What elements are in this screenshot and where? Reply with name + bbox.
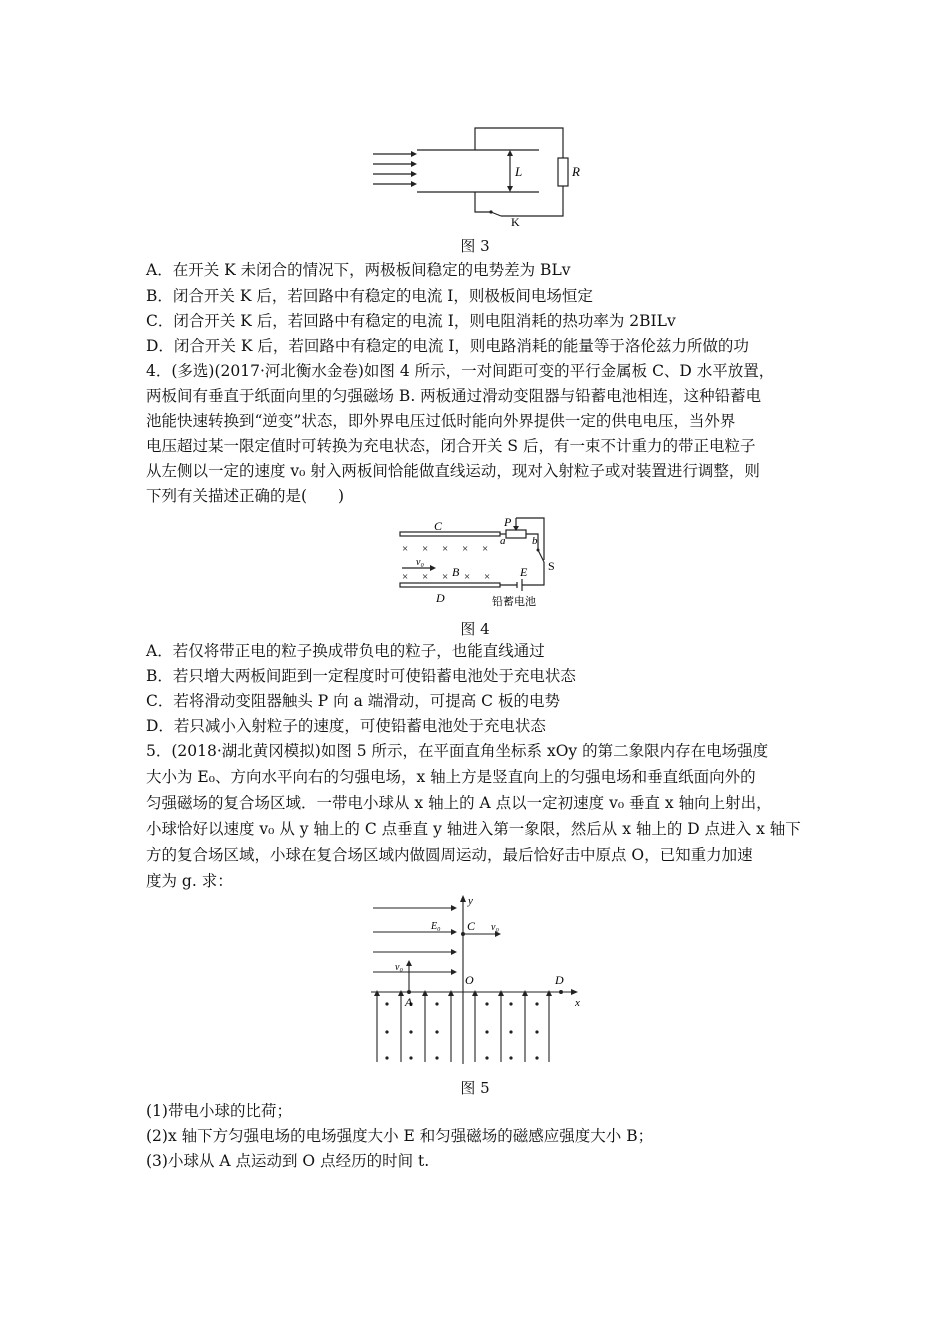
field-cross: × — [422, 571, 429, 583]
q4-option-d: D．若只减小入射粒子的速度，可使铅蓄电池处于充电状态 — [146, 717, 546, 735]
field-cross: × — [462, 543, 469, 555]
q5-stem-line-3: 匀强磁场的复合场区域．一带电小球从 x 轴上的 A 点以一定初速度 v₀ 垂直 x 轴向上射出， — [146, 794, 772, 812]
fig4-label-b: b — [532, 535, 538, 547]
q5-stem-line-5: 方的复合场区域，小球在复合场区域内做圆周运动，最后恰好击中原点 O，已知重力加速 — [146, 846, 753, 864]
figure-3-diagram — [365, 120, 595, 230]
fig5-label-C: C — [467, 919, 476, 933]
q4-stem-line-5: 从左侧以一定的速度 v₀ 射入两板间恰能做直线运动，现对入射粒子或对装置进行调整，则 — [146, 462, 760, 480]
field-cross: × — [442, 543, 449, 555]
fig5-label-y: y — [468, 895, 473, 907]
q5-stem-line-6: 度为 g. 求： — [146, 872, 233, 890]
fig4-label-battery: 铅蓄电池 — [492, 596, 536, 608]
figure-3-caption: 图 3 — [460, 237, 490, 255]
fig4-label-D: D — [436, 591, 445, 605]
field-cross: × — [402, 571, 409, 583]
figure-5-caption: 图 5 — [460, 1079, 490, 1097]
field-cross: × — [482, 543, 489, 555]
figure-4-caption: 图 4 — [460, 620, 490, 638]
fig4-label-v0: v₀ — [416, 557, 424, 568]
fig4-label-a: a — [500, 535, 506, 547]
figure-4-diagram — [392, 512, 562, 612]
fig4-label-S: S — [548, 559, 555, 573]
q5-subquestion-2: (2)x 轴下方匀强电场的电场强度大小 E 和匀强磁场的磁感应强度大小 B； — [146, 1127, 654, 1145]
q5-subquestion-3: (3)小球从 A 点运动到 O 点经历的时间 t. — [146, 1152, 430, 1170]
q4-option-b: B．若只增大两板间距到一定程度时可使铅蓄电池处于充电状态 — [146, 667, 576, 685]
q4-option-a: A．若仅将带正电的粒子换成带负电的粒子，也能直线通过 — [146, 642, 545, 660]
figure-5-diagram — [365, 892, 595, 1072]
fig4-label-C: C — [434, 519, 443, 533]
fig5-label-O: O — [465, 973, 474, 987]
q4-stem-line-1: 4．(多选)(2017·河北衡水金卷)如图 4 所示，一对间距可变的平行金属板 C、D 水平放置， — [146, 362, 775, 380]
fig4-label-E: E — [520, 565, 528, 579]
q4-stem-line-3: 池能快速转换到“逆变”状态，即外界电压过低时能向外界提供一定的供电电压，当外界 — [146, 412, 736, 430]
fig4-label-B: B — [452, 565, 460, 579]
fig3-label-R: R — [572, 164, 580, 179]
q4-stem-line-6: 下列有关描述正确的是( ) — [146, 487, 345, 505]
fig5-label-A: A — [405, 995, 413, 1009]
q5-stem-line-4: 小球恰好以速度 v₀ 从 y 轴上的 C 点垂直 y 轴进入第一象限，然后从 x 轴上的 D 点进入 x 轴下 — [146, 820, 801, 838]
q5-stem-line-2: 大小为 E₀、方向水平向右的匀强电场，x 轴上方是竖直向上的匀强电场和垂直纸面向外的 — [146, 768, 756, 786]
fig5-label-v0-up: v₀ — [395, 962, 403, 973]
field-cross: × — [484, 571, 491, 583]
q4-option-c: C．若将滑动变阻器触头 P 向 a 端滑动，可提高 C 板的电势 — [146, 692, 560, 710]
fig4-label-P: P — [504, 515, 512, 529]
fig3-label-L: L — [515, 164, 523, 179]
q5-stem-line-1: 5．(2018·湖北黄冈模拟)如图 5 所示，在平面直角坐标系 xOy 的第二象限内存在电场强度 — [146, 742, 769, 760]
q3-option-c: C．闭合开关 K 后，若回路中有稳定的电流 I，则电阻消耗的热功率为 2BILv — [146, 312, 676, 330]
fig3-label-K: K — [511, 215, 520, 229]
fig5-label-v0-right: v₀ — [491, 922, 499, 933]
q3-option-d: D．闭合开关 K 后，若回路中有稳定的电流 I，则电路消耗的能量等于洛伦兹力所做的功 — [146, 337, 749, 355]
q5-subquestion-1: (1)带电小球的比荷； — [146, 1102, 292, 1120]
q4-stem-line-4: 电压超过某一限定值时可转换为充电状态，闭合开关 S 后，有一束不计重力的带正电粒子 — [146, 437, 756, 455]
field-cross: × — [442, 571, 449, 583]
field-cross: × — [422, 543, 429, 555]
q3-option-b: B．闭合开关 K 后，若回路中有稳定的电流 I，则极板间电场恒定 — [146, 287, 593, 305]
fig5-label-E0: E₀ — [431, 921, 441, 932]
fig5-label-x: x — [575, 997, 580, 1009]
q3-option-a: A．在开关 K 未闭合的情况下，两极板间稳定的电势差为 BLv — [146, 261, 571, 279]
fig5-label-D: D — [555, 973, 564, 987]
field-cross: × — [402, 543, 409, 555]
field-cross: × — [464, 571, 471, 583]
q4-stem-line-2: 两板间有垂直于纸面向里的匀强磁场 B. 两板通过滑动变阻器与铅蓄电池相连，这种铅蓄电 — [146, 387, 762, 405]
